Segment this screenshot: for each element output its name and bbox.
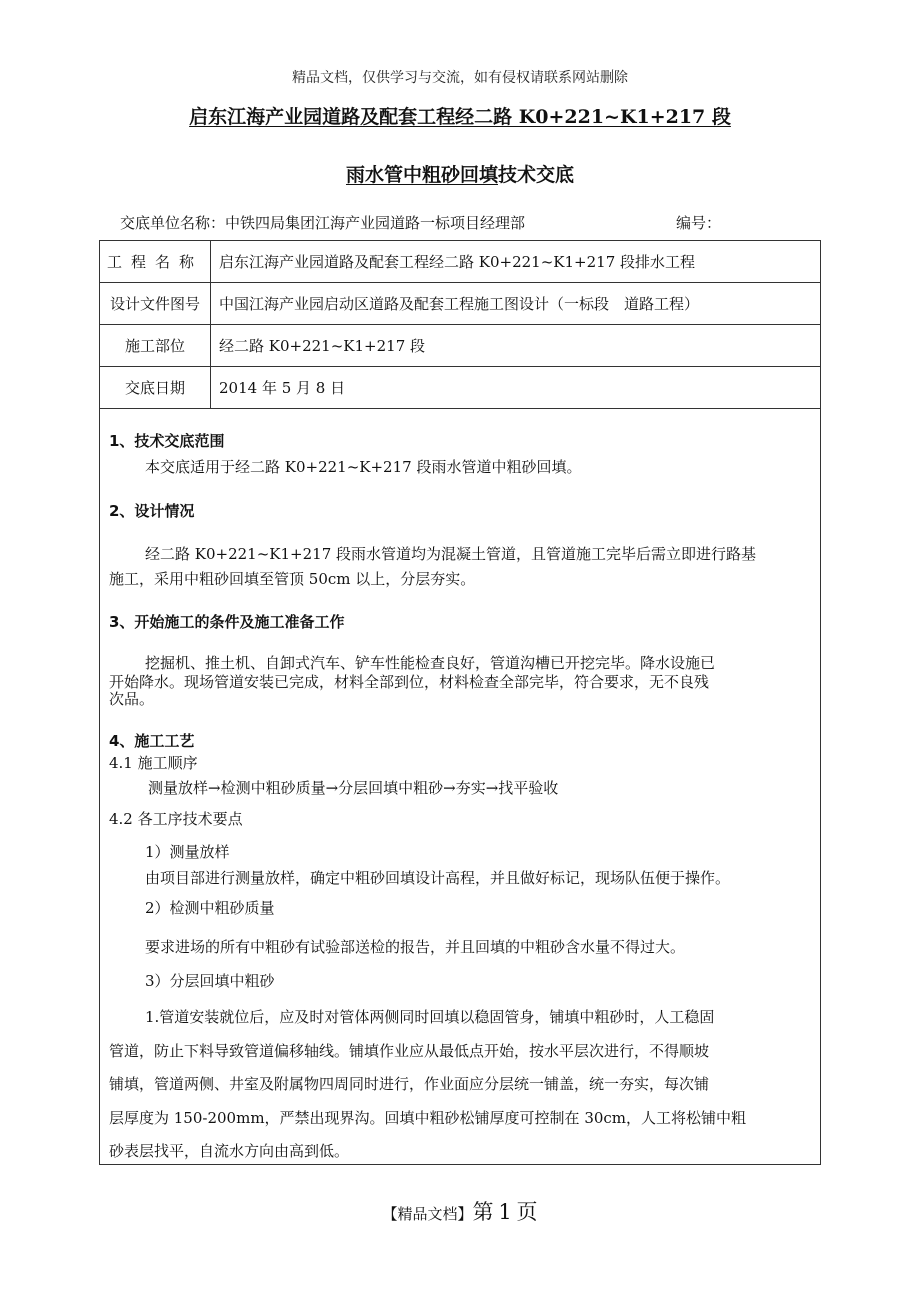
step-2-title: 2）检测中粗砂质量 (145, 899, 275, 917)
page-prefix: 第 (472, 1200, 494, 1224)
project-name-value: 启东江海产业园道路及配套工程经二路 K0+221~K1+217 段排水工程 (211, 241, 821, 283)
construction-part-value: 经二路 K0+221~K1+217 段 (211, 325, 821, 367)
watermark-text: 精品文档，仅供学习与交流，如有侵权请联系网站删除 (292, 70, 628, 86)
unit-label: 交底单位名称： (120, 214, 226, 232)
table-row (100, 283, 821, 325)
title-underlined-part: 雨水管中粗砂回填 (345, 164, 498, 186)
section-2-line-1: 经二路 K0+221~K1+217 段雨水管道均为混凝土管道，且管道施工完毕后需立即进行路基 (145, 545, 757, 563)
section-4-2-heading: 4.2 各工序技术要点 (109, 810, 243, 828)
section-2-heading: 2、设计情况 (109, 502, 195, 520)
step-3-line-5: 砂表层找平，自流水方向由高到低。 (109, 1142, 350, 1160)
info-table (99, 240, 821, 409)
document-title-line2 (0, 160, 920, 187)
step-3-line-1: 1.管道安装就位后，应及时对管体两侧同时回填以稳固管身，铺填中粗砂时，人工稳固 (145, 1008, 715, 1026)
title-rest-part: 技术交底 (498, 164, 575, 186)
section-1-heading: 1、技术交底范围 (109, 432, 225, 450)
section-4-heading: 4、施工工艺 (109, 732, 195, 750)
design-doc-label: 设计文件图号 (100, 283, 211, 325)
process-flow: 测量放样→检测中粗砂质量→分层回填中粗砂→夯实→找平验收 (148, 779, 559, 797)
serial-label: 编号： (676, 214, 722, 232)
footer-tag: 【精品文档】 (382, 1205, 473, 1223)
section-3-line-2: 开始降水。现场管道安装已完成，材料全部到位，材料检查全部完毕，符合要求，无不良残 (109, 673, 710, 691)
step-3-line-3: 铺填，管道两侧、井室及附属物四周同时进行，作业面应分层统一铺盖，统一夯实，每次铺 (109, 1075, 710, 1093)
table-row (100, 367, 821, 409)
section-3-heading: 3、开始施工的条件及施工准备工作 (109, 613, 345, 631)
step-1-title: 1）测量放样 (145, 843, 230, 861)
table-row (100, 241, 821, 283)
page-suffix: 页 (516, 1200, 538, 1224)
table-row (100, 325, 821, 367)
unit-name: 中铁四局集团江海产业园道路一标项目经理部 (225, 214, 526, 232)
unit-line (120, 212, 525, 233)
step-3-line-4: 层厚度为 150-200mm，严禁出现界沟。回填中粗砂松铺厚度可控制在 30cm，人工将松铺中粗 (109, 1109, 747, 1127)
step-3-title: 3）分层回填中粗砂 (145, 972, 275, 990)
section-3-line-1: 挖掘机、推土机、自卸式汽车、铲车性能检查良好，管道沟槽已开挖完毕。降水设施已 (145, 654, 716, 672)
step-3-line-2: 管道，防止下料导致管道偏移轴线。铺填作业应从最低点开始，按水平层次进行，不得顺坡 (109, 1042, 710, 1060)
section-3-line-3: 次品。 (109, 690, 155, 708)
construction-part-label: 施工部位 (100, 325, 211, 367)
design-doc-value: 中国江海产业园启动区道路及配套工程施工图设计（一标段 道路工程） (211, 283, 821, 325)
project-name-label: 工程名称 (100, 241, 211, 283)
page-number: 1 (498, 1200, 512, 1224)
section-1-text: 本交底适用于经二路 K0+221~K+217 段雨水管道中粗砂回填。 (145, 458, 582, 476)
section-2-line-2: 施工，采用中粗砂回填至管顶 50cm 以上，分层夯实。 (109, 570, 476, 588)
step-1-text: 由项目部进行测量放样，确定中粗砂回填设计高程，并且做好标记，现场队伍便于操作。 (145, 869, 731, 887)
document-title-line1: 启东江海产业园道路及配套工程经二路 K0+221~K1+217 段 (189, 106, 731, 128)
page-footer (0, 1196, 920, 1226)
content-box (99, 409, 821, 1165)
handover-date-label: 交底日期 (100, 367, 211, 409)
step-2-text: 要求进场的所有中粗砂有试验部送检的报告，并且回填的中粗砂含水量不得过大。 (145, 938, 686, 956)
section-4-1-heading: 4.1 施工顺序 (109, 754, 198, 772)
handover-date-value: 2014 年 5 月 8 日 (211, 367, 821, 409)
